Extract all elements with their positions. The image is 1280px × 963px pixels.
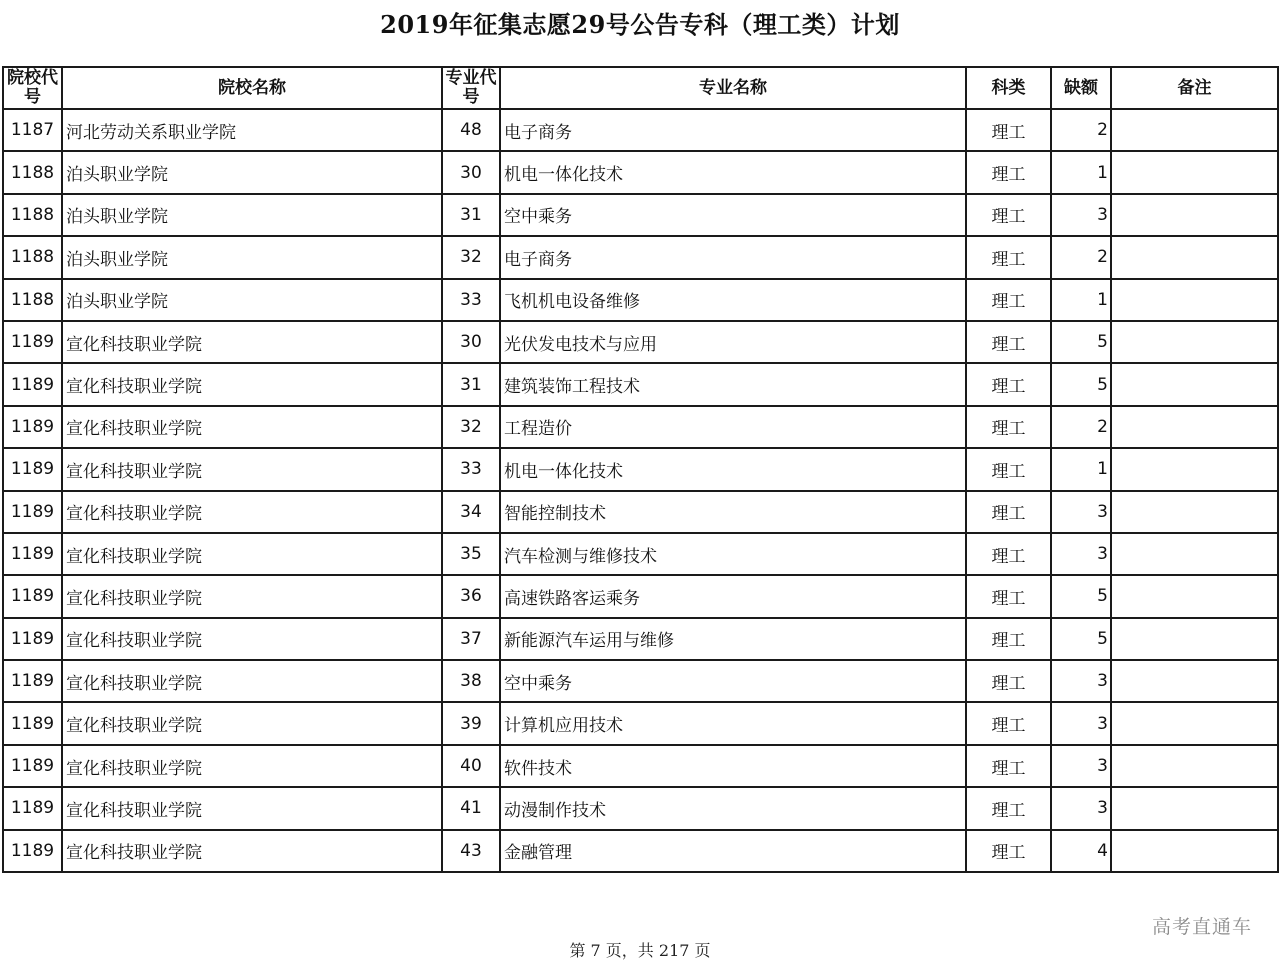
cell-category: 理工 bbox=[966, 830, 1051, 872]
cell-quota: 3 bbox=[1051, 194, 1111, 236]
cell-major-code: 36 bbox=[442, 575, 500, 617]
cell-note bbox=[1111, 279, 1278, 321]
cell-note bbox=[1111, 363, 1278, 405]
cell-school-name: 宣化科技职业学院 bbox=[62, 363, 442, 405]
header-category: 科类 bbox=[966, 67, 1051, 109]
cell-school-code: 1187 bbox=[3, 109, 62, 151]
cell-major-code: 38 bbox=[442, 660, 500, 702]
cell-category: 理工 bbox=[966, 236, 1051, 278]
cell-major-name: 智能控制技术 bbox=[500, 491, 966, 533]
page-title: 2019年征集志愿29号公告专科（理工类）计划 bbox=[380, 10, 900, 39]
cell-major-name: 金融管理 bbox=[500, 830, 966, 872]
cell-major-code: 30 bbox=[442, 151, 500, 193]
cell-school-code: 1189 bbox=[3, 575, 62, 617]
cell-school-name: 宣化科技职业学院 bbox=[62, 321, 442, 363]
cell-quota: 1 bbox=[1051, 151, 1111, 193]
header-quota: 缺额 bbox=[1051, 67, 1111, 109]
cell-school-code: 1188 bbox=[3, 151, 62, 193]
cell-category: 理工 bbox=[966, 363, 1051, 405]
cell-category: 理工 bbox=[966, 618, 1051, 660]
cell-quota: 5 bbox=[1051, 363, 1111, 405]
cell-school-code: 1189 bbox=[3, 618, 62, 660]
cell-category: 理工 bbox=[966, 151, 1051, 193]
cell-quota: 3 bbox=[1051, 787, 1111, 829]
cell-category: 理工 bbox=[966, 533, 1051, 575]
table-header-row bbox=[3, 67, 1278, 109]
cell-school-name: 河北劳动关系职业学院 bbox=[62, 109, 442, 151]
cell-quota: 3 bbox=[1051, 745, 1111, 787]
cell-school-name: 泊头职业学院 bbox=[62, 151, 442, 193]
cell-quota: 4 bbox=[1051, 830, 1111, 872]
cell-major-code: 40 bbox=[442, 745, 500, 787]
header-note: 备注 bbox=[1111, 67, 1278, 109]
cell-category: 理工 bbox=[966, 702, 1051, 744]
cell-category: 理工 bbox=[966, 491, 1051, 533]
cell-quota: 5 bbox=[1051, 618, 1111, 660]
watermark: 高考直通车 bbox=[1151, 916, 1252, 938]
cell-major-name: 电子商务 bbox=[500, 236, 966, 278]
table-row bbox=[3, 618, 1278, 660]
cell-major-code: 35 bbox=[442, 533, 500, 575]
cell-major-name: 计算机应用技术 bbox=[500, 702, 966, 744]
cell-major-name: 机电一体化技术 bbox=[500, 151, 966, 193]
table-row bbox=[3, 702, 1278, 744]
cell-major-code: 48 bbox=[442, 109, 500, 151]
table-row bbox=[3, 109, 1278, 151]
cell-quota: 2 bbox=[1051, 406, 1111, 448]
table-row bbox=[3, 363, 1278, 405]
cell-major-code: 39 bbox=[442, 702, 500, 744]
cell-major-code: 31 bbox=[442, 194, 500, 236]
cell-quota: 5 bbox=[1051, 321, 1111, 363]
cell-major-name: 空中乘务 bbox=[500, 194, 966, 236]
cell-major-name: 光伏发电技术与应用 bbox=[500, 321, 966, 363]
cell-category: 理工 bbox=[966, 575, 1051, 617]
cell-major-name: 建筑装饰工程技术 bbox=[500, 363, 966, 405]
table-row bbox=[3, 448, 1278, 490]
table-row bbox=[3, 830, 1278, 872]
cell-note bbox=[1111, 448, 1278, 490]
cell-quota: 3 bbox=[1051, 702, 1111, 744]
header-major-name: 专业名称 bbox=[500, 67, 966, 109]
cell-note bbox=[1111, 618, 1278, 660]
cell-major-name: 高速铁路客运乘务 bbox=[500, 575, 966, 617]
cell-school-name: 宣化科技职业学院 bbox=[62, 745, 442, 787]
cell-quota: 2 bbox=[1051, 109, 1111, 151]
cell-major-name: 汽车检测与维修技术 bbox=[500, 533, 966, 575]
cell-major-code: 31 bbox=[442, 363, 500, 405]
cell-major-name: 飞机机电设备维修 bbox=[500, 279, 966, 321]
cell-school-code: 1189 bbox=[3, 830, 62, 872]
cell-school-name: 宣化科技职业学院 bbox=[62, 618, 442, 660]
cell-note bbox=[1111, 406, 1278, 448]
cell-major-name: 电子商务 bbox=[500, 109, 966, 151]
table-body bbox=[3, 109, 1278, 872]
cell-quota: 1 bbox=[1051, 279, 1111, 321]
cell-major-name: 机电一体化技术 bbox=[500, 448, 966, 490]
cell-note bbox=[1111, 745, 1278, 787]
cell-school-code: 1189 bbox=[3, 363, 62, 405]
cell-school-code: 1189 bbox=[3, 533, 62, 575]
table-row bbox=[3, 279, 1278, 321]
table-row bbox=[3, 321, 1278, 363]
cell-category: 理工 bbox=[966, 745, 1051, 787]
cell-note bbox=[1111, 321, 1278, 363]
cell-major-code: 32 bbox=[442, 406, 500, 448]
cell-note bbox=[1111, 109, 1278, 151]
cell-major-code: 32 bbox=[442, 236, 500, 278]
cell-school-name: 宣化科技职业学院 bbox=[62, 575, 442, 617]
cell-school-code: 1189 bbox=[3, 702, 62, 744]
cell-quota: 1 bbox=[1051, 448, 1111, 490]
table-row bbox=[3, 787, 1278, 829]
cell-school-code: 1189 bbox=[3, 406, 62, 448]
cell-quota: 5 bbox=[1051, 575, 1111, 617]
cell-note bbox=[1111, 491, 1278, 533]
cell-note bbox=[1111, 533, 1278, 575]
cell-note bbox=[1111, 575, 1278, 617]
cell-school-name: 宣化科技职业学院 bbox=[62, 448, 442, 490]
cell-school-code: 1188 bbox=[3, 279, 62, 321]
cell-school-name: 泊头职业学院 bbox=[62, 279, 442, 321]
cell-school-name: 泊头职业学院 bbox=[62, 194, 442, 236]
cell-note bbox=[1111, 702, 1278, 744]
cell-major-name: 空中乘务 bbox=[500, 660, 966, 702]
cell-note bbox=[1111, 787, 1278, 829]
table-row bbox=[3, 151, 1278, 193]
cell-category: 理工 bbox=[966, 194, 1051, 236]
cell-major-code: 30 bbox=[442, 321, 500, 363]
table-row bbox=[3, 236, 1278, 278]
cell-school-code: 1189 bbox=[3, 321, 62, 363]
cell-quota: 3 bbox=[1051, 491, 1111, 533]
table-row bbox=[3, 194, 1278, 236]
cell-major-code: 37 bbox=[442, 618, 500, 660]
cell-major-name: 动漫制作技术 bbox=[500, 787, 966, 829]
cell-school-name: 宣化科技职业学院 bbox=[62, 491, 442, 533]
cell-quota: 2 bbox=[1051, 236, 1111, 278]
cell-category: 理工 bbox=[966, 787, 1051, 829]
cell-note bbox=[1111, 151, 1278, 193]
cell-major-name: 工程造价 bbox=[500, 406, 966, 448]
cell-category: 理工 bbox=[966, 109, 1051, 151]
cell-school-code: 1189 bbox=[3, 660, 62, 702]
cell-note bbox=[1111, 830, 1278, 872]
cell-category: 理工 bbox=[966, 448, 1051, 490]
table-row bbox=[3, 533, 1278, 575]
cell-category: 理工 bbox=[966, 406, 1051, 448]
cell-school-code: 1189 bbox=[3, 745, 62, 787]
cell-major-code: 34 bbox=[442, 491, 500, 533]
cell-school-code: 1188 bbox=[3, 194, 62, 236]
cell-quota: 3 bbox=[1051, 533, 1111, 575]
cell-school-name: 宣化科技职业学院 bbox=[62, 660, 442, 702]
cell-major-name: 新能源汽车运用与维修 bbox=[500, 618, 966, 660]
plan-table bbox=[2, 66, 1279, 873]
cell-major-code: 43 bbox=[442, 830, 500, 872]
cell-major-code: 41 bbox=[442, 787, 500, 829]
cell-school-name: 宣化科技职业学院 bbox=[62, 787, 442, 829]
cell-category: 理工 bbox=[966, 279, 1051, 321]
page-footer: 第 7 页，共 217 页 bbox=[569, 941, 711, 960]
header-school-name: 院校名称 bbox=[62, 67, 442, 109]
header-major-code: 专业代号 bbox=[442, 67, 500, 109]
cell-note bbox=[1111, 660, 1278, 702]
table-row bbox=[3, 745, 1278, 787]
cell-school-code: 1189 bbox=[3, 448, 62, 490]
header-school-code: 院校代号 bbox=[3, 67, 62, 109]
cell-school-name: 泊头职业学院 bbox=[62, 236, 442, 278]
cell-major-name: 软件技术 bbox=[500, 745, 966, 787]
table-row bbox=[3, 660, 1278, 702]
cell-school-code: 1188 bbox=[3, 236, 62, 278]
cell-category: 理工 bbox=[966, 660, 1051, 702]
table-row bbox=[3, 575, 1278, 617]
cell-school-code: 1189 bbox=[3, 491, 62, 533]
cell-school-name: 宣化科技职业学院 bbox=[62, 533, 442, 575]
cell-major-code: 33 bbox=[442, 279, 500, 321]
cell-quota: 3 bbox=[1051, 660, 1111, 702]
cell-category: 理工 bbox=[966, 321, 1051, 363]
cell-school-name: 宣化科技职业学院 bbox=[62, 830, 442, 872]
cell-school-name: 宣化科技职业学院 bbox=[62, 406, 442, 448]
table-row bbox=[3, 406, 1278, 448]
cell-school-name: 宣化科技职业学院 bbox=[62, 702, 442, 744]
cell-note bbox=[1111, 194, 1278, 236]
cell-major-code: 33 bbox=[442, 448, 500, 490]
cell-note bbox=[1111, 236, 1278, 278]
cell-school-code: 1189 bbox=[3, 787, 62, 829]
table-row bbox=[3, 491, 1278, 533]
